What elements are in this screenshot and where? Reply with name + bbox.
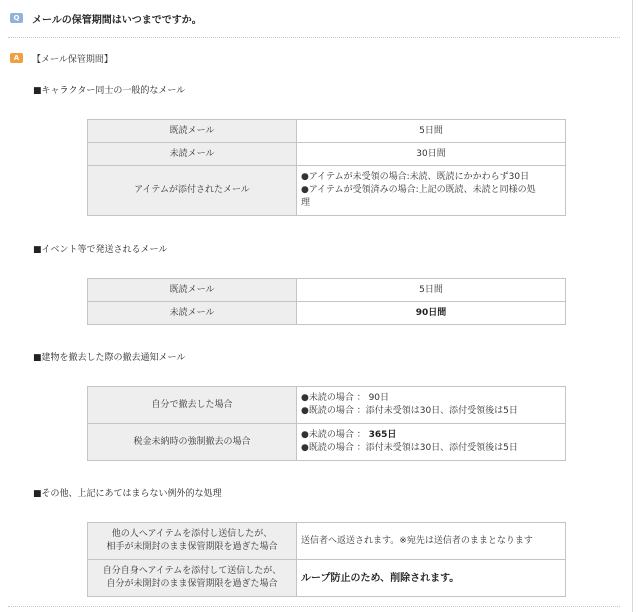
value-line: ●アイテムが未受領の場合:未読、既読にかかわらず30日 — [301, 172, 530, 182]
table-row — [88, 143, 566, 166]
label-line: 自分が未開封のまま保管期限を過ぎた場合 — [106, 579, 278, 589]
table-row — [88, 560, 566, 597]
row-label: 未読メール — [88, 143, 297, 166]
answer-row — [10, 51, 113, 65]
row-label: 税金未納時の強制撤去の場合 — [88, 424, 297, 461]
answer-badge-icon: A — [10, 53, 23, 63]
value-line: ●既読の場合 ：添付未受領は30日、添付受領後は5日 — [301, 443, 518, 453]
row-value: 5日間 — [297, 279, 566, 302]
table-row — [88, 279, 566, 302]
row-label — [88, 560, 297, 597]
label-line: 自分自身へアイテムを添付して送信したが、 — [102, 566, 282, 576]
table-row — [88, 523, 566, 560]
section-heading: ■キャラクター同士の一般的なメール — [33, 86, 186, 96]
value-prefix: ●未読の場合 ： — [301, 430, 366, 440]
row-value: 30日間 — [297, 143, 566, 166]
value-line — [301, 429, 561, 442]
mail-retention-table — [87, 386, 566, 461]
row-label: 既読メール — [88, 120, 297, 143]
row-label: アイテムが添付されたメール — [88, 166, 297, 216]
row-value — [297, 387, 566, 424]
table-row — [88, 120, 566, 143]
row-value: 送信者へ返送されます。※宛先は送信者のままとなります — [297, 523, 566, 560]
table-row — [88, 424, 566, 461]
mail-retention-table — [87, 278, 566, 325]
dotted-divider — [8, 606, 620, 607]
dotted-divider — [8, 37, 620, 38]
question-text: メールの保管期間はいつまでですか。 — [32, 14, 202, 26]
answer-title: 【メール保管期間】 — [32, 54, 113, 65]
mail-retention-table — [87, 522, 566, 597]
section-heading: ■建物を撤去した際の撤去通知メール — [33, 353, 186, 363]
row-value: ループ防止のため、削除されます。 — [297, 560, 566, 597]
row-label: 未読メール — [88, 302, 297, 325]
row-label: 既読メール — [88, 279, 297, 302]
value-emphasis: 365日 — [368, 430, 397, 440]
row-value — [297, 166, 566, 216]
value-line: ●未読の場合 ： 90日 — [301, 393, 390, 403]
row-label: 自分で撤去した場合 — [88, 387, 297, 424]
value-line: 理 — [301, 198, 311, 208]
value-line: ●アイテムが受領済みの場合:上記の既読、未読と同様の処 — [301, 185, 536, 195]
section-heading: ■その他、上記にあてはまらない例外的な処理 — [33, 489, 222, 499]
row-label — [88, 523, 297, 560]
table-row — [88, 387, 566, 424]
section-heading: ■イベント等で発送されるメール — [33, 245, 168, 255]
row-value: 90日間 — [297, 302, 566, 325]
row-value — [297, 424, 566, 461]
table-row — [88, 166, 566, 216]
row-value: 5日間 — [297, 120, 566, 143]
label-line: 相手が未開封のまま保管期限を過ぎた場合 — [106, 542, 278, 552]
table-row — [88, 302, 566, 325]
mail-retention-table — [87, 119, 566, 216]
question-badge-icon: Q — [10, 13, 23, 23]
value-line: ●既読の場合 ：添付未受領は30日、添付受領後は5日 — [301, 406, 518, 416]
question-row — [10, 10, 202, 26]
label-line: 他の人へアイテムを添付し送信したが、 — [111, 529, 273, 539]
